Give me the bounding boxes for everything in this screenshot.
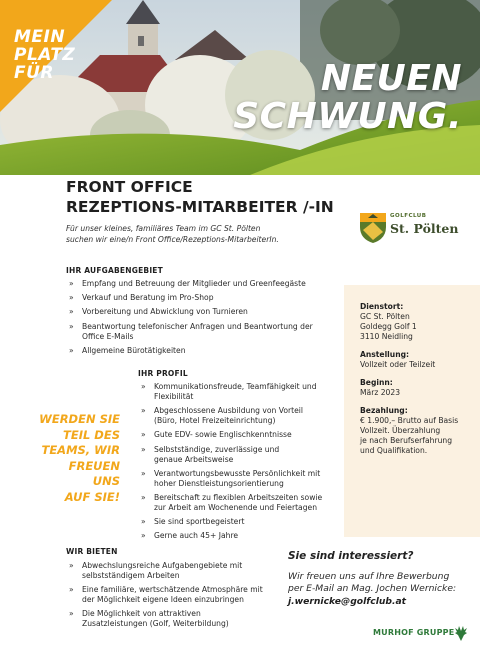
murhof-text: MURHOF GRUPPE <box>373 628 455 637</box>
list-item: » Vorbereitung und Abwicklung von Turnieren <box>66 307 336 317</box>
bieten-list <box>66 561 281 634</box>
deer-icon <box>451 623 471 643</box>
info-anstellung <box>360 350 472 370</box>
info-dienstort <box>360 302 472 342</box>
list-item: » Sie sind sportbegeistert <box>138 517 338 527</box>
job-title-line: REZEPTIONS-MITARBEITER /-IN <box>66 198 334 216</box>
team-callout <box>38 412 120 505</box>
info-box <box>344 285 480 537</box>
callout-line: FREUEN UNS <box>68 458 120 488</box>
corner-line: MEIN <box>14 27 66 47</box>
corner-line: PLATZ <box>14 45 76 65</box>
info-value: Goldegg Golf 1 <box>360 322 417 331</box>
job-title <box>66 177 334 217</box>
section-heading-bieten: WIR BIETEN <box>66 547 118 556</box>
callout-line: TEIL DES <box>63 427 120 442</box>
cta-line: Wir freuen uns auf Ihre Bewerbung <box>288 571 450 582</box>
list-item: » Beantwortung telefonischer Anfragen und Beantwortung der Office E-Mails <box>66 322 316 342</box>
callout-line: TEAMS, WIR <box>41 443 120 457</box>
intro-line: suchen wir eine/n Front Office/Rezeptions-MitarbeiterIn. <box>66 235 279 244</box>
info-value: je nach Berufserfahrung <box>360 436 453 445</box>
intro-text <box>66 223 279 245</box>
list-item: » Verkauf und Beratung im Pro-Shop <box>66 293 336 303</box>
list-item: » Abgeschlossene Ausbildung von Vorteil (Büro, Hotel Freizeiteinrichtung) <box>138 406 323 426</box>
info-beginn <box>360 378 472 398</box>
intro-line: Für unser kleines, familiäres Team im GC St. Pölten <box>66 224 261 233</box>
info-value: GC St. Pölten <box>360 312 410 321</box>
list-item: » Abwechslungsreiche Aufgabengebiete mit selbstständigem Arbeiten <box>66 561 246 581</box>
cta-line: per E-Mail an Mag. Jochen Wernicke: <box>288 583 457 594</box>
headline-line: NEUEN <box>320 58 462 99</box>
hero-image <box>0 0 480 175</box>
headline-line: SCHWUNG. <box>233 96 462 137</box>
list-item: » Allgemeine Bürotätigkeiten <box>66 346 336 356</box>
job-title-line: FRONT OFFICE <box>66 178 193 196</box>
contact-email-link[interactable]: j.wernicke@golfclub.at <box>288 596 407 607</box>
crest-icon <box>358 210 388 244</box>
list-item: » Selbstständige, zuverlässige und genaue Arbeitsweise <box>138 445 308 465</box>
info-label: Bezahlung: <box>360 406 408 415</box>
list-item: » Empfang und Betreuung der Mitglieder und Greenfeegäste <box>66 279 336 289</box>
cta-text <box>288 571 456 595</box>
hero-headline <box>233 60 462 136</box>
info-label: Beginn: <box>360 378 393 387</box>
list-item: » Gute EDV- sowie Englischkenntnisse <box>138 430 338 440</box>
logo-small-text: GOLFCLUB <box>390 213 427 219</box>
info-bezahlung <box>360 406 472 456</box>
info-value: € 1.900,– Brutto auf Basis <box>360 416 459 425</box>
list-item: » Eine familiäre, wertschätzende Atmosphäre mit der Möglichkeit eigene Ideen einzubringen <box>66 585 276 605</box>
list-item: » Verantwortungsbewusste Persönlichkeit mit hoher Dienstleistungsorientierung <box>138 469 323 489</box>
corner-line: FÜR <box>14 63 55 83</box>
info-value: Vollzeit oder Teilzeit <box>360 360 436 369</box>
golfclub-logo <box>358 210 468 246</box>
callout-line: WERDEN SIE <box>39 412 120 426</box>
info-value: 3110 Neidling <box>360 332 413 341</box>
list-item: » Bereitschaft zu flexiblen Arbeitszeiten sowie zur Arbeit am Wochenende und Feiertagen <box>138 493 336 513</box>
info-value: Vollzeit. Überzahlung <box>360 426 441 435</box>
info-label: Dienstort: <box>360 302 404 311</box>
list-item: » Gerne auch 45+ Jahre <box>138 531 338 541</box>
info-value: und Qualifikation. <box>360 446 428 455</box>
list-item: » Kommunikationsfreude, Teamfähigkeit und Flexibilität <box>138 382 333 402</box>
info-label: Anstellung: <box>360 350 410 359</box>
profil-list <box>138 382 338 546</box>
corner-label <box>14 28 75 82</box>
logo-big-text: St. Pölten <box>390 221 459 236</box>
list-item: » Die Möglichkeit von attraktiven Zusatzleistungen (Golf, Weiterbildung) <box>66 609 246 629</box>
cta-heading: Sie sind interessiert? <box>288 550 414 562</box>
murhof-logo <box>373 623 473 643</box>
callout-line: AUF SIE! <box>64 489 120 504</box>
section-heading-aufgaben: IHR AUFGABENGEBIET <box>66 266 163 275</box>
aufgaben-list <box>66 279 336 360</box>
section-heading-profil: IHR PROFIL <box>138 369 188 378</box>
info-value: März 2023 <box>360 388 401 397</box>
